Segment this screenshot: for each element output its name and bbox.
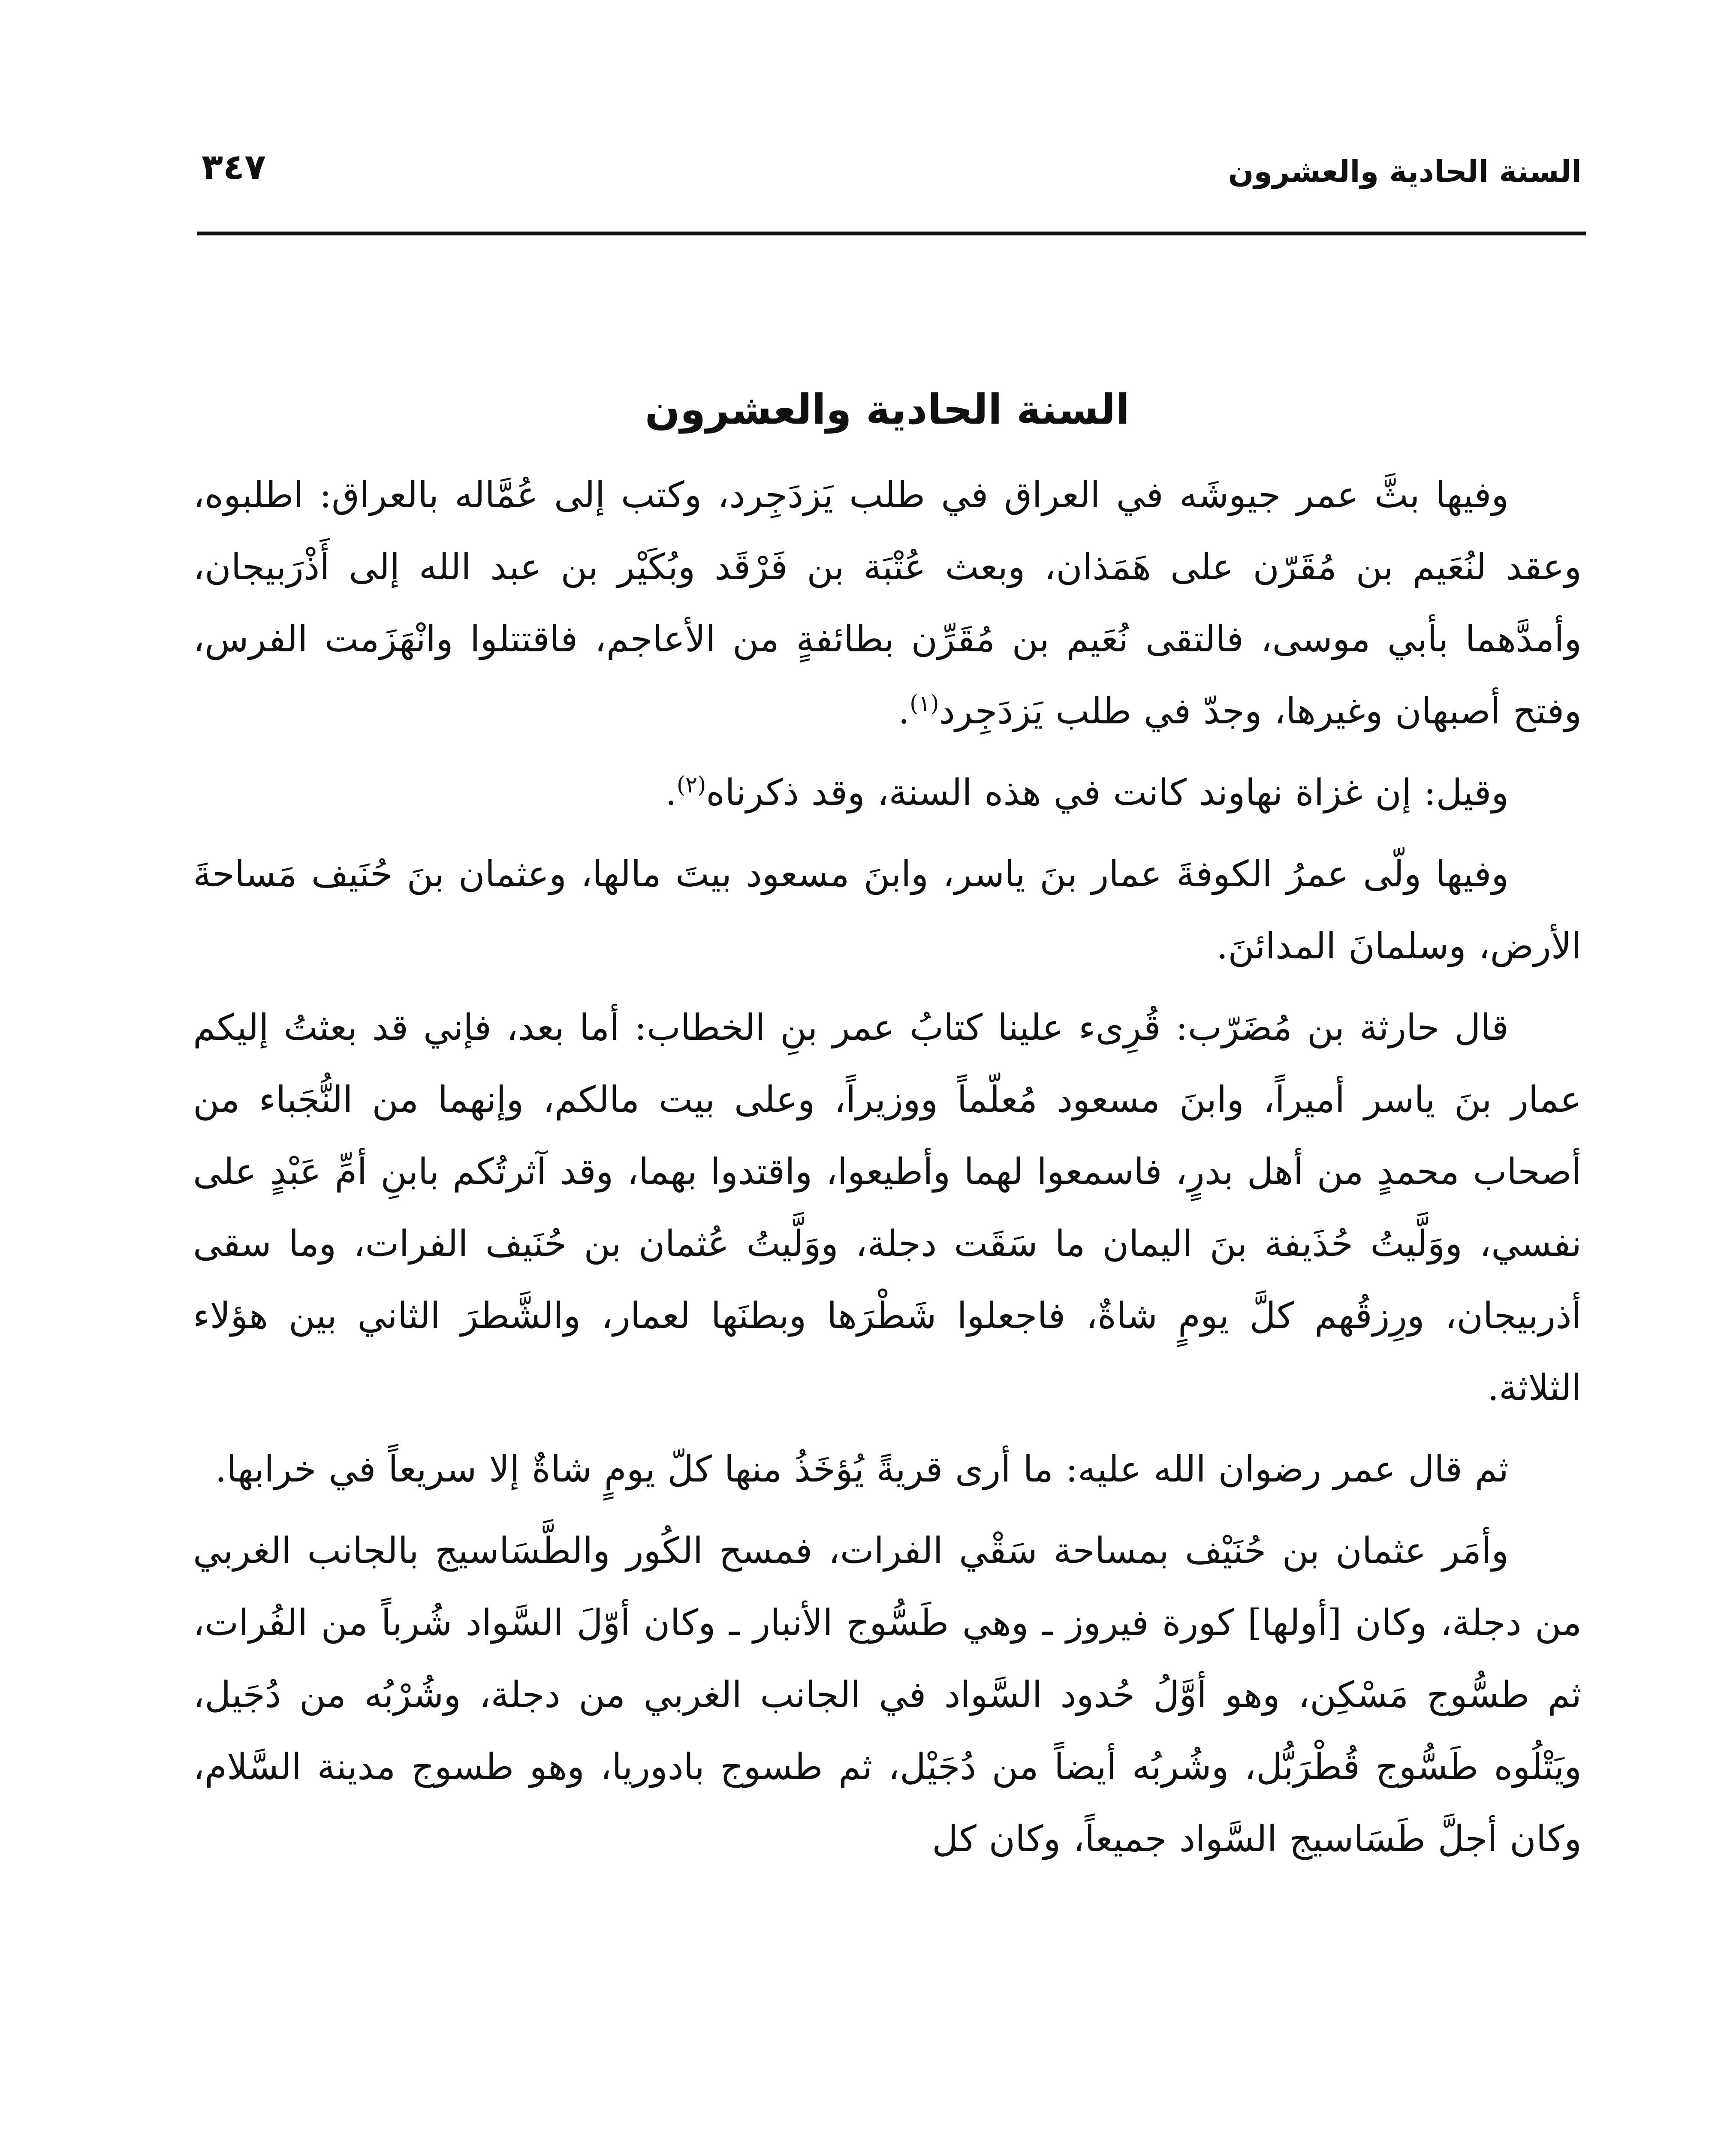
running-header <box>202 142 1582 206</box>
footnote-ref: (١) <box>910 691 939 717</box>
footnote-ref: (٢) <box>676 772 706 798</box>
paragraph-tail: . <box>665 771 677 813</box>
paragraph-tail: . <box>898 690 910 732</box>
paragraph-text: وفيها بثَّ عمر جيوشَه في العراق في طلب يَزدَجِرد، وكتب إلى عُمَّاله بالعراق: اطلبوه، وعقد لنُعَيم بن مُقَرّن على هَمَذان، وبعث عُتْبَة بن فَرْقَد وبُكَيْر بن عبد الله إلى أَذْرَبيجان، وأمدَّهما بأبي موسى، فالتقى نُعَيم بن مُقَرِّن بطائفةٍ من الأعاجم، فاقتتلوا وانْهَزَمت الفرس، وفتح أصبهان وغيرها، وجدّ في طلب يَزدَجِرد <box>193 474 1582 732</box>
paragraph-text: وقيل: إن غزاة نهاوند كانت في هذه السنة، وقد ذكرناه <box>706 771 1509 813</box>
paragraph-3: وفيها ولّى عمرُ الكوفةَ عمار بنَ ياسر، وابنَ مسعود بيتَ مالها، وعثمان بنَ حُنَيف مَساحةَ الأرض، وسلمانَ المدائنَ. <box>193 853 1582 967</box>
paragraph-4: قال حارثة بن مُضَرّب: قُرِىء علينا كتابُ عمر بنِ الخطاب: أما بعد، فإني قد بعثتُ إليكم عمار بنَ ياسر أميراً، وابنَ مسعود مُعلّماً ووزيراً، وعلى بيت مالكم، وإنهما من النُّجَباء من أصحاب محمدٍ من أهل بدرٍ، فاسمعوا لهما وأطيعوا، واقتدوا بهما، وقد آثرتُكم بابنِ أمِّ عَبْدٍ على نفسي، ووَلَّيتُ حُذَيفة بنَ اليمان ما سَقَت دجلة، ووَلَّيتُ عُثمان بن حُنَيف الفرات، وما سقى أذربيجان، ورِزقُهم كلَّ يومٍ شاةٌ، فاجعلوا شَطْرَها وبطنَها لعمار، والشَّطرَ الثاني بين هؤلاء الثلاثة. <box>193 1006 1582 1409</box>
running-title: السنة الحادية والعشرون <box>1228 154 1582 189</box>
section-title: السنة الحادية والعشرون <box>645 385 1130 434</box>
paragraph-6: وأمَر عثمان بن حُنَيْف بمساحة سَقْي الفرات، فمسح الكُور والطَّسَاسيج بالجانب الغربي من دجلة، وكان [أولها] كورة فيروز ـ وهي طَسُّوج الأنبار ـ وكان أوّلَ السَّواد شُرباً من الفُرات، ثم طسُّوج مَسْكِن، وهو أوَّلُ حُدود السَّواد في الجانب الغربي من دجلة، وشُرْبُه من دُجَيل، ويَتْلُوه طَسُّوج قُطْرَبُّل، وشُربُه أيضاً من دُجَيْل، ثم طسوج بادوريا، وهو طسوج مدينة السَّلام، وكان أجلَّ طَسَاسيج السَّواد جميعاً، وكان كل <box>193 1530 1582 1860</box>
main-text <box>193 377 1582 1884</box>
paragraph-2 <box>193 756 1582 828</box>
paragraph-1 <box>193 459 1582 747</box>
header-rule <box>197 232 1586 235</box>
paragraph-5: ثم قال عمر رضوان الله عليه: ما أرى قريةً يُؤخَذُ منها كلّ يومٍ شاةٌ إلا سريعاً في خرابها. <box>215 1448 1509 1490</box>
page-number: ٣٤٧ <box>202 147 266 187</box>
